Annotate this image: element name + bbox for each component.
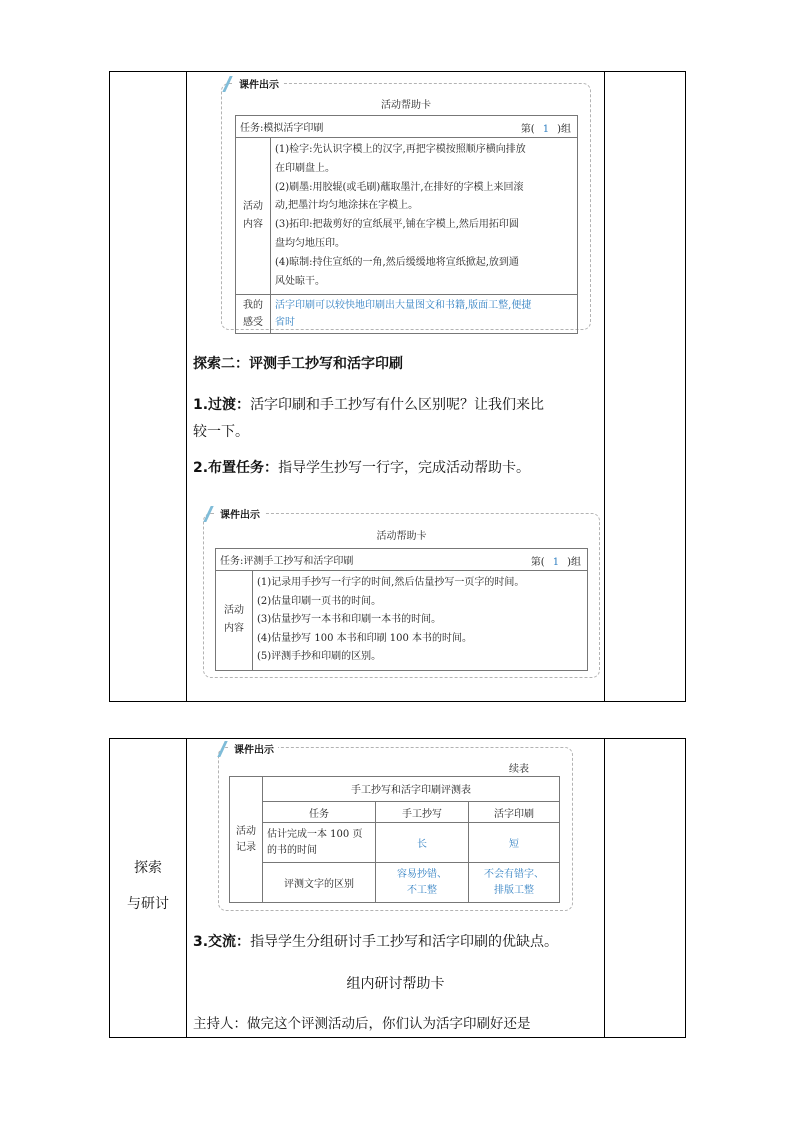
card1-activity-line: (3)拓印:把裁剪好的宣纸展平,铺在字模上,然后用拓印圆 — [275, 219, 519, 231]
item-2-number: 2.布置任务： — [193, 460, 279, 476]
card3-record-label: 活动 记录 — [230, 777, 263, 903]
host-line: 主持人：做完这个评测活动后，你们认为活字印刷好还是 — [193, 1016, 531, 1032]
item-3-number: 3.交流： — [193, 934, 251, 950]
card2-task: 任务:评测手工抄写和活字印刷 — [220, 556, 354, 567]
table2-border-bottom — [109, 1037, 686, 1038]
table1-border-bottom — [109, 701, 686, 702]
card1-title: 活动帮助卡 — [381, 100, 431, 111]
card1-task: 任务:模拟活字印刷 — [240, 123, 324, 134]
card1-group-number: 1 — [542, 124, 550, 135]
card3-row1-task: 估计完成一本 100 页 的书的时间 — [263, 823, 376, 863]
section-heading-explore-2: 探索二：评测手工抄写和活字印刷 — [193, 356, 403, 372]
section-label-explore-discuss: 探索 与研讨 — [127, 860, 169, 912]
card2-activity-line: (5)评测手抄和印刷的区别。 — [257, 651, 382, 663]
card1-activity-line: (4)晾制:持住宣纸的一角,然后缓缓地将宣纸掀起,放到通 — [275, 256, 519, 268]
table2-divider-2 — [604, 738, 605, 1038]
card2-title: 活动帮助卡 — [376, 531, 427, 542]
card3-inner-title: 手工抄写和活字印刷评测表 — [263, 777, 560, 802]
card1-activity-line: (1)检字:先认识字模上的汉字,再把字模按照顺序横向排放 — [275, 144, 526, 155]
card1-task-cell — [236, 116, 578, 138]
table1-divider-2 — [604, 71, 605, 702]
card2-group: 第( 1 )组 — [530, 557, 581, 568]
card3-row1-manual: 长 — [376, 823, 469, 863]
table1-border-top — [109, 71, 686, 72]
card3-row2-task: 评测文字的区别 — [263, 863, 376, 903]
card2-table — [215, 548, 588, 671]
table2-border-right — [685, 738, 686, 1038]
card2-task-cell — [216, 549, 588, 571]
card3-row2-manual: 容易抄错、 不工整 — [376, 863, 469, 903]
card1-table — [235, 115, 578, 334]
item-1-transition: 1.过渡：活字印刷和手工抄写有什么区别呢？让我们来比 较一下。 — [193, 397, 545, 440]
card1-group: 第( 1 )组 — [520, 124, 571, 135]
card1-activity-content — [271, 138, 578, 295]
table2-border-top — [109, 738, 686, 739]
card1-activity-line: 风处晾干。 — [275, 275, 325, 287]
card1-activity-line: 动,把墨汁均匀地涂抹在字模上。 — [275, 200, 419, 212]
card2-activity-content — [253, 571, 588, 671]
card1-feeling-content: 活字印刷可以较快地印刷出大量图文和书籍,版面工整,便捷 省时 — [271, 295, 578, 334]
table1-border-left — [109, 71, 110, 702]
card1-activity-line: (2)刷墨:用胶辊(或毛刷)蘸取墨汁,在排好的字模上来回滚 — [275, 181, 524, 193]
card2-group-number: 1 — [552, 557, 560, 568]
table1-border-right — [685, 71, 686, 702]
card3-header-print: 活字印刷 — [469, 801, 560, 823]
card3-header-task: 任务 — [263, 801, 376, 823]
card3-header-manual: 手工抄写 — [376, 801, 469, 823]
group-discussion-card-title: 组内研讨帮助卡 — [346, 976, 445, 992]
courseware-tag-2: 课件出示 — [214, 506, 264, 521]
card3-record-table — [229, 776, 560, 903]
card2-activity-line: (4)估量抄写 100 本书和印刷 100 本书的时间。 — [257, 632, 473, 644]
item-3-exchange: 3.交流：指导学生分组研讨手工抄写和活字印刷的优缺点。 — [193, 934, 559, 950]
item-2-assign-task: 2.布置任务：指导学生抄写一行字，完成活动帮助卡。 — [193, 460, 531, 476]
card2-activity-label: 活动 内容 — [216, 571, 253, 671]
card1-feeling-label: 我的 感受 — [236, 295, 271, 334]
card1-activity-line: 盘均匀地压印。 — [275, 237, 345, 249]
card1-activity-line: 在印刷盘上。 — [275, 162, 335, 174]
card3-row2-print: 不会有错字、 排版工整 — [469, 863, 560, 903]
card3-row1-print: 短 — [469, 823, 560, 863]
card1-activity-label: 活动 内容 — [236, 138, 271, 295]
courseware-tag-1: 课件出示 — [233, 76, 283, 91]
continued-label: 续表 — [509, 764, 529, 775]
card2-activity-line: (2)估量印刷一页书的时间。 — [257, 595, 382, 607]
courseware-tag-3: 课件出示 — [228, 741, 278, 756]
item-1-number: 1.过渡： — [193, 397, 251, 413]
table1-divider-1 — [186, 71, 187, 702]
card2-activity-line: (3)估量抄写一本书和印刷一本书的时间。 — [257, 614, 442, 626]
card2-activity-line: (1)记录用手抄写一行字的时间,然后估量抄写一页字的时间。 — [257, 577, 525, 588]
